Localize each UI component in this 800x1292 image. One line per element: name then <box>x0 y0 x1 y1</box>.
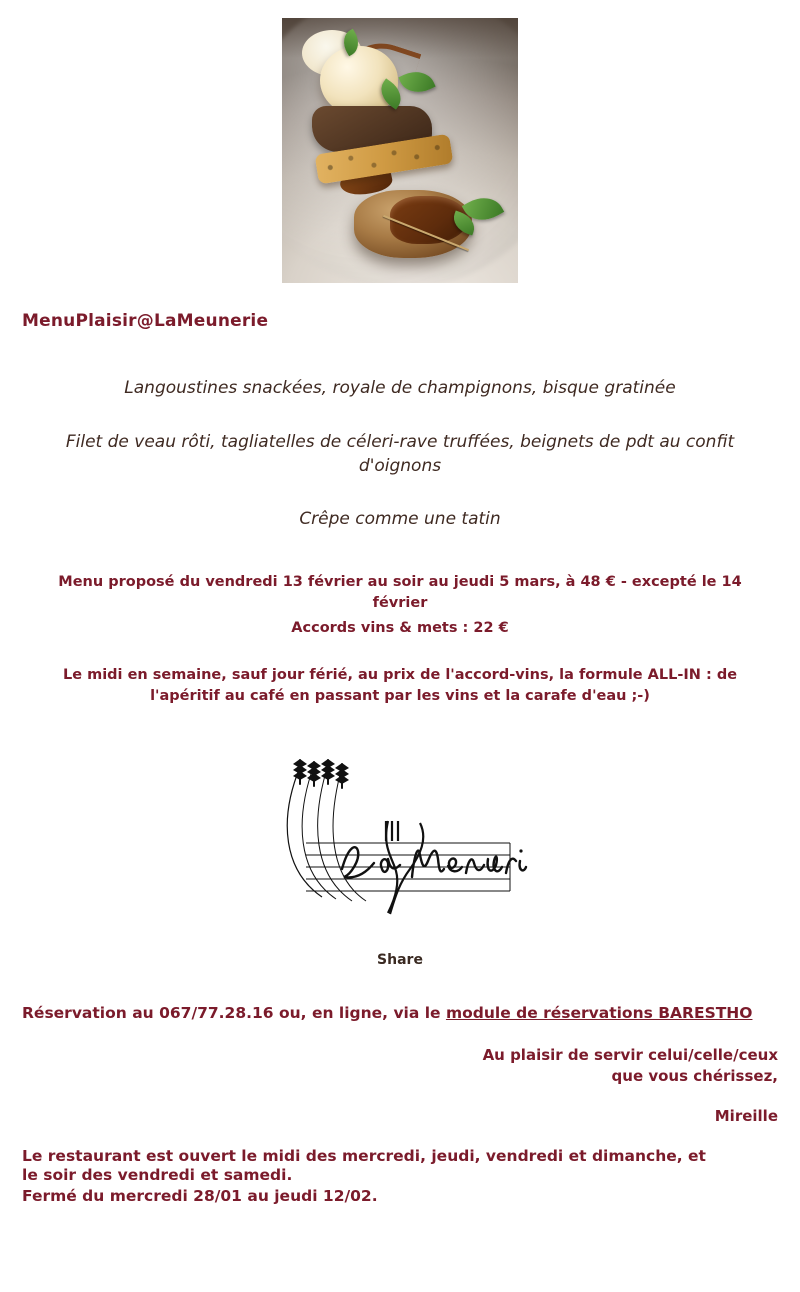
logo-container <box>22 751 778 926</box>
closed-period: Fermé du mercredi 28/01 au jeudi 12/02. <box>22 1187 378 1206</box>
offer-period-line: Menu proposé du vendredi 13 février au soir au jeudi 5 mars, à 48 € - excepté le 14 février <box>58 574 742 612</box>
barestho-reservation-link[interactable]: module de réservations BARESTHO <box>445 1004 753 1023</box>
document-content <box>0 311 800 1205</box>
menu-course-1: Langoustines snackées, royale de champignons, bisque gratinée <box>124 378 676 398</box>
closing-line-1: Au plaisir de servir celui/celle/ceux <box>482 1045 778 1064</box>
opening-hours <box>22 1147 778 1186</box>
menu-course-2: Filet de veau rôti, tagliatelles de céleri-rave truffées, beignets de pdt au confit d'oignons <box>65 431 735 476</box>
opening-hours-line-1: Le restaurant est ouvert le midi des mercredi, jeudi, vendredi et dimanche, et <box>22 1146 706 1165</box>
menu-course-3: Crêpe comme une tatin <box>299 509 501 530</box>
closing-message <box>22 1045 778 1087</box>
hero-image-container <box>0 0 800 283</box>
opening-hours-line-2: le soir des vendredi et samedi. <box>22 1166 293 1185</box>
dish-photo <box>282 18 518 283</box>
signature: Mireille <box>714 1106 778 1125</box>
reservation-text: Réservation au 067/77.28.16 ou, en ligne, via le <box>22 1004 446 1023</box>
closing-line-2: que vous chérissez, <box>611 1066 778 1085</box>
la-meunerie-logo <box>270 751 530 926</box>
all-in-formula-line: Le midi en semaine, sauf jour férié, au prix de l'accord-vins, la formule ALL-IN : de l'apéritif au café en passant par les vins et la carafe d'eau ;-) <box>62 667 738 705</box>
menu-title: MenuPlaisir@LaMeunerie <box>22 311 269 331</box>
wine-pairing-line: Accords vins & mets : 22 € <box>291 620 509 637</box>
share-button[interactable]: Share <box>377 952 423 969</box>
reservation-line <box>22 1002 778 1024</box>
